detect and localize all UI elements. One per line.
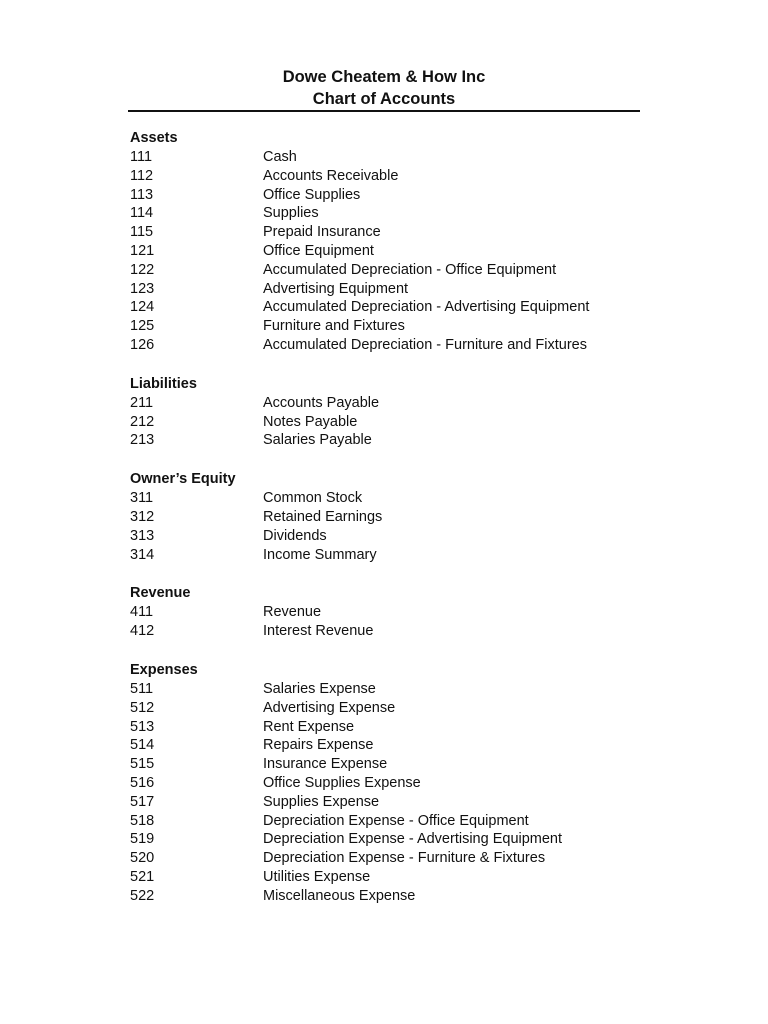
account-name: Advertising Equipment (263, 280, 409, 297)
account-row (130, 887, 650, 906)
account-number: 113 (130, 186, 154, 203)
account-section (130, 128, 650, 355)
account-number: 112 (130, 167, 154, 184)
account-row (130, 336, 650, 355)
account-number: 211 (130, 394, 154, 411)
account-number: 512 (130, 699, 155, 716)
account-name: Accumulated Depreciation - Office Equipment (263, 261, 557, 278)
account-row (130, 280, 650, 299)
account-row (130, 793, 650, 812)
account-number: 522 (130, 887, 155, 904)
account-name: Revenue (263, 604, 322, 621)
account-name: Accounts Receivable (263, 167, 399, 184)
account-name: Income Summary (263, 546, 377, 563)
account-number: 122 (130, 261, 155, 278)
account-name: Cash (263, 149, 297, 165)
account-row (130, 736, 650, 755)
account-row (130, 317, 650, 336)
account-name: Interest Revenue (263, 623, 374, 640)
account-name: Utilities Expense (263, 868, 371, 885)
account-name: Salaries Payable (263, 432, 372, 449)
account-row (130, 718, 650, 737)
account-section (130, 660, 650, 906)
account-name: Rent Expense (263, 718, 355, 735)
account-number: 511 (130, 680, 154, 697)
account-number: 115 (130, 224, 154, 241)
account-number: 412 (130, 623, 155, 640)
account-row (130, 680, 650, 699)
account-name: Repairs Expense (263, 737, 374, 754)
section-title: Revenue (130, 585, 191, 602)
account-row (130, 223, 650, 242)
accounts-list (130, 128, 650, 925)
account-number: 114 (130, 205, 154, 222)
account-row (130, 298, 650, 317)
account-row (130, 812, 650, 831)
document-title: Chart of Accounts (312, 90, 456, 108)
account-row (130, 394, 650, 413)
account-number: 517 (130, 793, 155, 810)
account-row (130, 148, 650, 167)
account-row (130, 774, 650, 793)
section-title: Expenses (130, 661, 198, 678)
section-title: Owner’s Equity (130, 471, 236, 488)
account-name: Retained Earnings (263, 508, 383, 525)
account-number: 314 (130, 546, 155, 563)
account-name: Accumulated Depreciation - Furniture and Fixtures (263, 336, 587, 353)
account-number: 313 (130, 527, 155, 544)
account-number: 521 (130, 868, 155, 885)
account-name: Furniture and Fixtures (263, 318, 405, 335)
account-name: Salaries Expense (263, 680, 376, 697)
account-number: 213 (130, 432, 155, 449)
account-row (130, 699, 650, 718)
account-number: 124 (130, 299, 155, 316)
account-row (130, 261, 650, 280)
account-number: 513 (130, 718, 155, 735)
account-number: 411 (130, 604, 154, 621)
account-row (130, 167, 650, 186)
account-name: Office Supplies Expense (263, 774, 421, 791)
company-name: Dowe Cheatem & How Inc (282, 68, 486, 86)
account-name: Supplies Expense (263, 793, 380, 810)
account-row (130, 527, 650, 546)
account-number: 514 (130, 737, 155, 754)
section-title: Assets (130, 130, 178, 146)
account-number: 111 (130, 149, 153, 165)
account-name: Dividends (263, 527, 327, 544)
account-row (130, 186, 650, 205)
header-rule (128, 110, 640, 112)
account-number: 123 (130, 280, 155, 297)
account-number: 126 (130, 336, 155, 353)
account-name: Insurance Expense (263, 756, 388, 773)
account-name: Depreciation Expense - Furniture & Fixtures (263, 850, 546, 867)
account-number: 212 (130, 413, 155, 430)
account-name: Notes Payable (263, 413, 358, 430)
account-name: Depreciation Expense - Advertising Equipment (263, 831, 563, 848)
account-row (130, 830, 650, 849)
account-row (130, 546, 650, 565)
account-number: 121 (130, 242, 155, 259)
account-number: 519 (130, 831, 155, 848)
account-section (130, 374, 650, 450)
account-row (130, 489, 650, 508)
account-name: Prepaid Insurance (263, 224, 381, 241)
section-title: Liabilities (130, 375, 197, 392)
account-number: 518 (130, 812, 155, 829)
account-name: Common Stock (263, 490, 363, 507)
account-name: Accumulated Depreciation - Advertising Equipment (263, 299, 590, 316)
account-name: Office Supplies (263, 186, 361, 203)
account-number: 311 (130, 490, 154, 507)
account-row (130, 755, 650, 774)
account-row (130, 622, 650, 641)
account-name: Office Equipment (263, 242, 374, 259)
account-row (130, 204, 650, 223)
account-number: 516 (130, 774, 155, 791)
account-section (130, 469, 650, 564)
account-row (130, 508, 650, 527)
account-name: Advertising Expense (263, 699, 396, 716)
account-row (130, 242, 650, 261)
account-number: 515 (130, 756, 155, 773)
account-row (130, 868, 650, 887)
account-row (130, 431, 650, 450)
account-row (130, 603, 650, 622)
account-row (130, 413, 650, 432)
account-name: Accounts Payable (263, 394, 380, 411)
account-number: 125 (130, 318, 155, 335)
account-name: Miscellaneous Expense (263, 887, 416, 904)
account-number: 520 (130, 850, 155, 867)
document-header (128, 66, 640, 110)
account-row (130, 849, 650, 868)
account-number: 312 (130, 508, 155, 525)
account-name: Depreciation Expense - Office Equipment (263, 812, 529, 829)
account-name: Supplies (263, 205, 319, 222)
account-section (130, 583, 650, 641)
